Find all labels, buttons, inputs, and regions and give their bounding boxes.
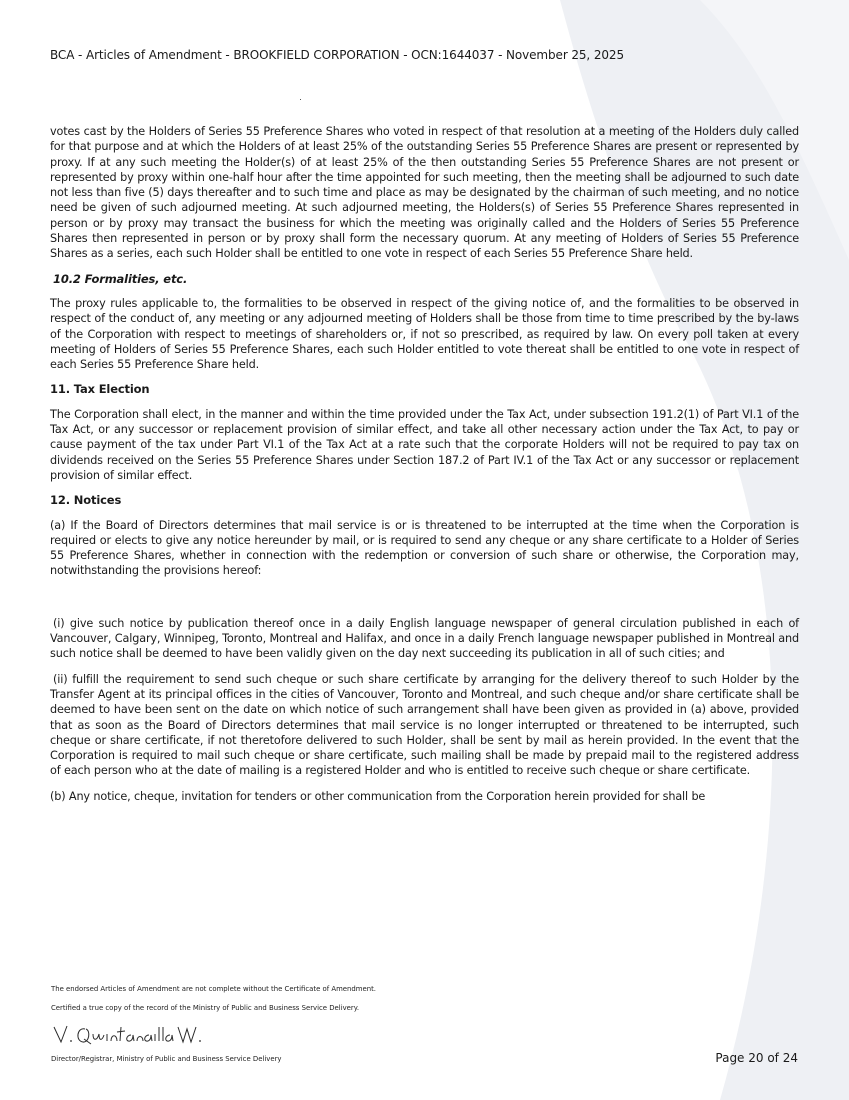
heading-tax-election: 11. Tax Election — [50, 382, 150, 397]
paragraph-notice-b: (b) Any notice, cheque, invitation for tenders or other communication from the Corporation herein provided for shall be — [50, 789, 706, 803]
registrar-signature — [51, 1021, 211, 1047]
document-header: BCA - Articles of Amendment - BROOKFIELD CORPORATION - OCN:1644037 - November 25, 2025 — [50, 48, 624, 62]
paragraph-notice-a: (a) If the Board of Directors determines that mail service is or is threatened to be interrupted at the time when the Corporation is required or elects to give any notice hereunder by mail, or is required to send any cheque or any share certificate to a Holder of Series 55 Preference Shares, whether in connection with the redemption or conversion of such share or otherwise, the Corporation may, notwithstanding the provisions hereof: — [50, 518, 799, 578]
registrar-title: Director/Registrar, Ministry of Public and Business Service Delivery — [51, 1055, 282, 1063]
footnote-endorsed: The endorsed Articles of Amendment are not complete without the Certificate of Amendment. — [51, 985, 376, 993]
stray-dot-mark — [300, 99, 301, 100]
heading-formalities: 10.2 Formalities, etc. — [53, 271, 188, 286]
document-footer — [51, 985, 801, 1065]
paragraph-formalities: The proxy rules applicable to, the formalities to be observed in respect of the giving notice of, and the formalities to be observed in respect of the conduct of, any meeting or any adjourned meeting of Holders shall be those from time to time prescribed by the by-laws of the Corporation with respect to meetings of shareholders or, if not so prescribed, as required by law. On every poll taken at every meeting of Holders of Series 55 Preference Shares, each such Holder entitled to vote thereat shall be entitled to one vote in respect of each Series 55 Preference Share held. — [50, 296, 799, 372]
paragraph-notice-ii: (ii) fulfill the requirement to send such cheque or such share certificate by arranging for the delivery thereof to such Holder by the Transfer Agent at its principal offices in the cities of Vancouver, Toronto and Montreal, and such cheque and/or share certificate shall be deemed to have been sent on the date on which notice of such arrangement shall have been given as provided in (a) above, provided that as soon as the Board of Directors determines that mail service is no longer interrupted or threatened to be interrupted, such cheque or share certificate, if not theretofore delivered to such Holder, shall be sent by mail as herein provided. In the event that the Corporation is required to mail such cheque or share certificate, such mailing shall be made by prepaid mail to the registered address of each person who at the date of mailing is a registered Holder and who is entitled to receive such cheque or share certificate. — [50, 672, 799, 778]
document-body — [50, 124, 799, 814]
paragraph-tax-election: The Corporation shall elect, in the manner and within the time provided under the Tax Act, under subsection 191.2(1) of Part VI.1 of the Tax Act, or any successor or replacement provision of similar effect, and take all other necessary action under the Tax Act, to pay or cause payment of the tax under Part VI.1 of the Tax Act at a rate such that the corporate Holders will not be required to pay tax on dividends received on the Series 55 Preference Shares under Section 187.2 of Part IV.1 of the Tax Act or any successor or replacement provision of similar effect. — [50, 407, 799, 482]
signature-alt-text: V. Quintanilla W. — [51, 1046, 60, 1047]
page-number: Page 20 of 24 — [715, 1051, 798, 1065]
footnote-certified: Certified a true copy of the record of the Ministry of Public and Business Service Delivery. — [51, 1004, 360, 1012]
paragraph-votes: votes cast by the Holders of Series 55 Preference Shares who voted in respect of that resolution at a meeting of the Holders duly called for that purpose and at which the Holders of at least 25% of the outstanding Series 55 Preference Shares are present or represented by proxy. If at any such meeting the Holder(s) of at least 25% of the then outstanding Series 55 Preference Shares are not present or represented by proxy within one-half hour after the time appointed for such meeting, then the meeting shall be adjourned to such date not less than five (5) days thereafter and to such time and place as may be designated by the chairman of such meeting, and no notice need be given of such adjourned meeting. At such adjourned meeting, the Holders(s) of Series 55 Preference Shares represented in person or by proxy may transact the business for which the meeting was originally called and the Holders of Series 55 Preference Shares then represented in person or by proxy shall form the necessary quorum. At any meeting of Holders of Series 55 Preference Shares as a series, each such Holder shall be entitled to one vote in respect of each Series 55 Preference Share held. — [50, 125, 799, 261]
heading-notices: 12. Notices — [50, 493, 122, 508]
paragraph-notice-i: (i) give such notice by publication thereof once in a daily English language newspaper of general circulation published in each of Vancouver, Calgary, Winnipeg, Toronto, Montreal and Halifax, and once in a daily French language newspaper published in Montreal and such notice shall be deemed to have been validly given on the day next succeeding its publication in all of such cities; and — [50, 616, 799, 661]
